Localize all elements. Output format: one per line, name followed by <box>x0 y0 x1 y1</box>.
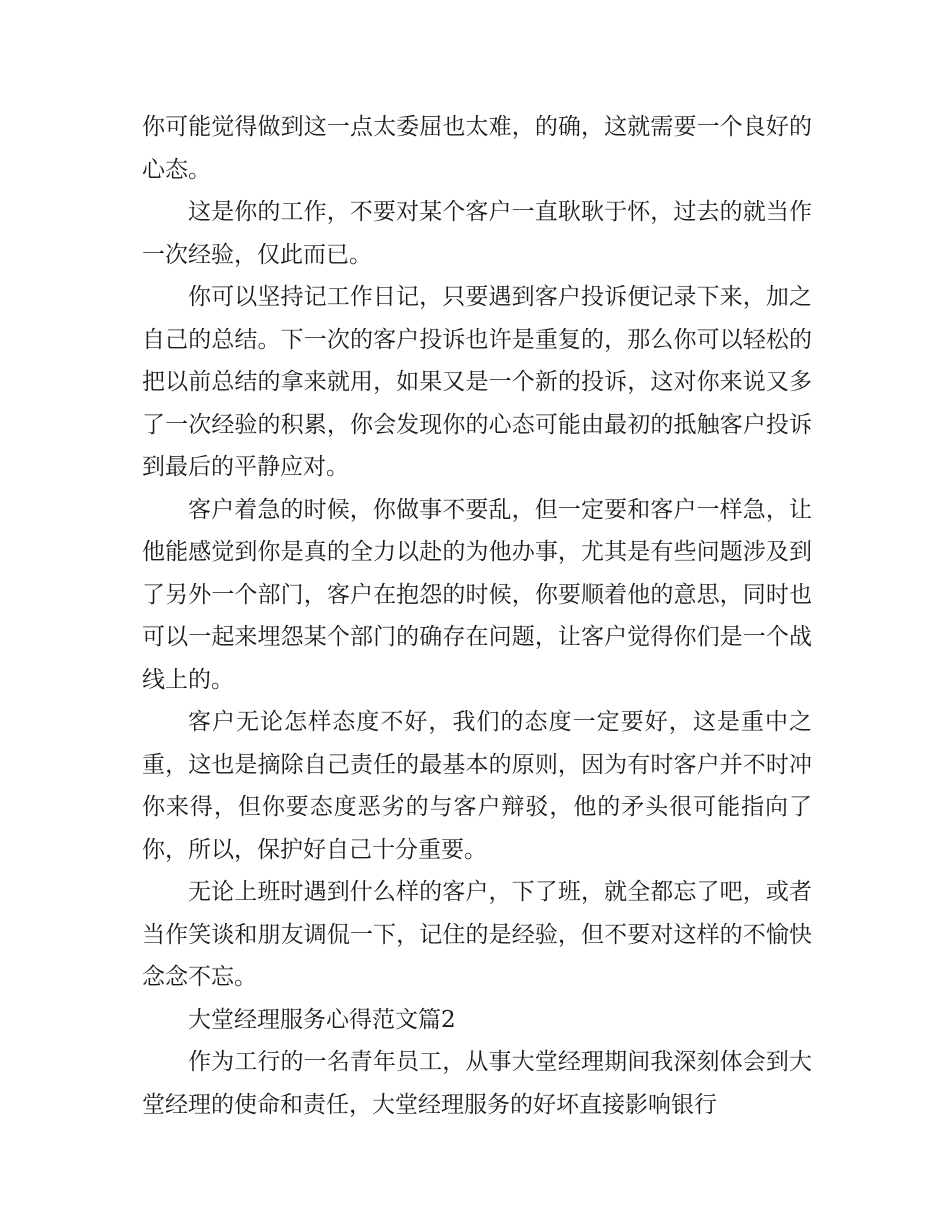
paragraph: 你可能觉得做到这一点太委屈也太难，的确，这就需要一个良好的心态。 <box>142 114 812 183</box>
document-body <box>142 106 812 1126</box>
paragraph: 你可以坚持记工作日记，只要遇到客户投诉便记录下来，加之自己的总结。下一次的客户投诉也许是重复的，那么你可以轻松的把以前总结的拿来就用，如果又是一个新的投诉，这对你来说又多了一次经验的积累，你会发现你的心态可能由最初的抵触客户投诉到最后的平静应对。 <box>142 284 812 480</box>
paragraph: 作为工行的一名青年员工，从事大堂经理期间我深刻体会到大堂经理的使命和责任，大堂经理服务的好坏直接影响银行 <box>142 1049 812 1118</box>
paragraph: 客户无论怎样态度不好，我们的态度一定要好，这是重中之重，这也是摘除自己责任的最基本的原则，因为有时客户并不时冲你来得，但你要态度恶劣的与客户辩驳，他的矛头很可能指向了你，所以，保护好自己十分重要。 <box>142 709 812 863</box>
section-heading: 大堂经理服务心得范文篇2 <box>188 1006 456 1033</box>
paragraph: 无论上班时遇到什么样的客户，下了班，就全都忘了吧，或者当作笑谈和朋友调侃一下，记住的是经验，但不要对这样的不愉快念念不忘。 <box>142 879 812 990</box>
paragraph: 客户着急的时候，你做事不要乱，但一定要和客户一样急，让他能感觉到你是真的全力以赴的为他办事，尤其是有些问题涉及到了另外一个部门，客户在抱怨的时候，你要顺着他的意思，同时也可以一起来埋怨某个部门的确存在问题，让客户觉得你们是一个战线上的。 <box>142 496 812 693</box>
paragraph: 这是你的工作，不要对某个客户一直耿耿于怀，过去的就当作一次经验，仅此而已。 <box>142 199 812 268</box>
